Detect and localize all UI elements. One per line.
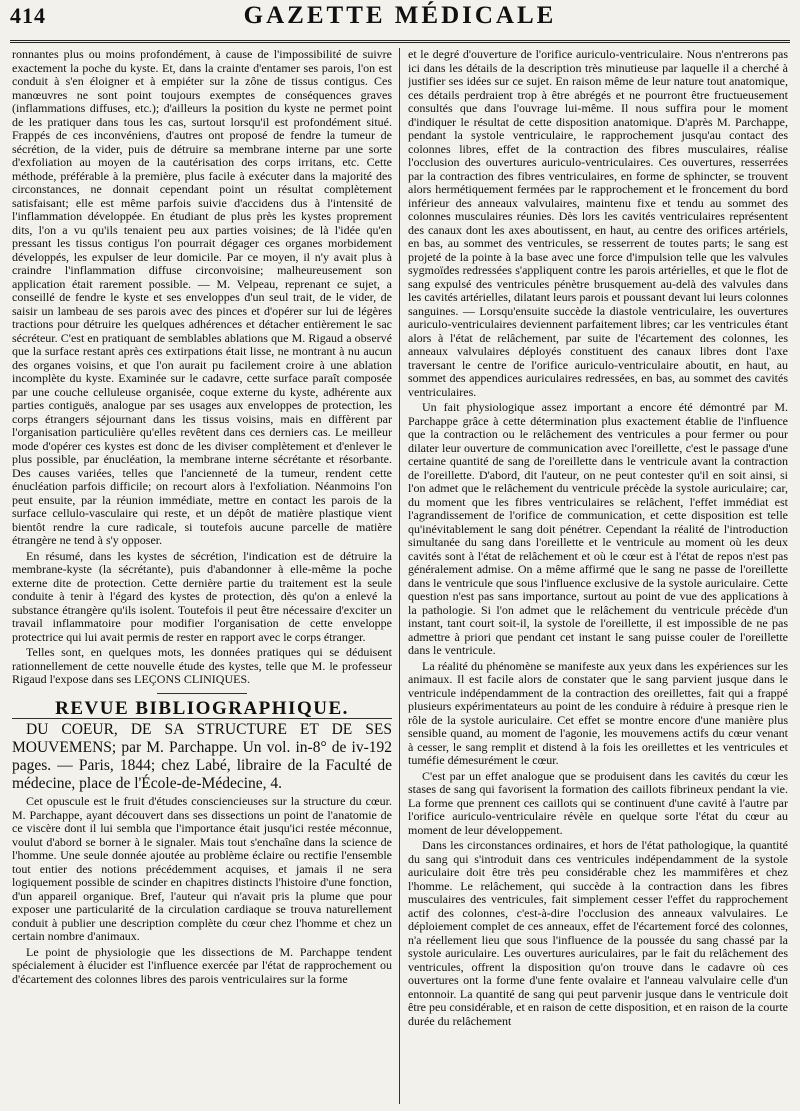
column-divider <box>399 48 400 1104</box>
text-columns <box>12 48 788 1104</box>
journal-title: GAZETTE MÉDICALE <box>243 2 557 29</box>
left-column <box>12 48 392 1104</box>
paragraph: La réalité du phénomène se manifeste aux yeux dans les expériences sur les animaux. Il est facile alors de constater que le sang parvient jusque dans le ventricule indépendamment de la contraction des oreillettes, fait qui a frappé plusieurs expérimentateurs au point de les conduire à réduire à presque rien le rôle de la systole auriculaire. Cet effet se montre encore d'une manière plus sensible quand, au moment de l'agonie, les mouvemens actifs du cœur venant à cesser, le sang remplit et distend à la fois les oreillettes et les ventricules et tuméfie démesurément le cœur. <box>408 658 788 767</box>
paragraph: Telles sont, en quelques mots, les données pratiques qui se déduisent rationnellement de cette nouvelle étude des kystes, telle que M. le professeur Rigaud l'expose dans ses LEÇONS CLINIQUES. <box>12 645 392 686</box>
paragraph: Dans les circonstances ordinaires, et hors de l'état pathologique, la quantité du sang qui s'introduit dans ces ventricules indépendamment de la systole auriculaire doit être très peu considérable chez les mammifères et chez l'homme. Le relâchement, qui succède à la contraction dans les fibres musculaires des ventricules, fait simplement cesser l'effet du rapprochement actif des colonnes, c'est-à-dire l'occlusion des anneaux valvulaires. Le déploiement complet de ces anneaux, effet de l'écartement forcé des colonnes, n'a réellement lieu que sous l'influence de la poussée du sang chassé par la systole auriculaire. Les ouvertures auriculaires, par le fait du relâchement des ventricules, offrent la disposition qu'on trouve dans le cadavre où ces ouvertures ont la forme d'une fente ovalaire et l'anneau valvulaire celle d'un entonnoir. La quantité de sang qui peut parvenir jusque dans le ventricule doit être peu considérable, et en raison de cette disposition, et en raison de la courte durée du relâchement <box>408 838 788 1028</box>
section-divider <box>157 693 247 694</box>
section-title: REVUE BIBLIOGRAPHIQUE. <box>12 702 392 720</box>
right-column <box>408 48 788 1104</box>
paragraph: Cet opuscule est le fruit d'études consciencieuses sur la structure du cœur. M. Parchappe, ayant découvert dans ses dissections un point de l'anatomie de ce viscère dont il lui sembla que l'importance était jusqu'ici restée méconnue, voulut d'abord se borner à le signaler. Mais tout s'enchaîne dans la science de l'homme. Une seule donnée ajoutée au problème éclaire ou rectifie l'ensemble tout entier des notions précédemment acquises, et jamais il ne sera logiquement possible de scinder en chapitres distincts l'histoire d'une fonction, d'un appareil organique. Bref, l'auteur qui n'avait pris la plume que pour exposer une particularité de la circulation cardiaque se trouva naturellement conduit à publier une description complète du cœur chez l'homme et chez un certain nombre d'animaux. <box>12 794 392 943</box>
header-rule <box>10 40 790 43</box>
paragraph: Un fait physiologique assez important a encore été démontré par M. Parchappe grâce à cette détermination plus exactement établie de l'influence que la contraction ou le relâchement des ventricules a pour fermer ou pour dilater leur ouverture de communication avec l'oreillette, c'est le passage d'une certaine quantité de sang de l'oreillette dans le ventricule avant la contraction de l'oreillette. D'abord, dit l'auteur, on ne peut contester qu'il en soit ainsi, si l'on admet que le relâchement du ventricule précède la systole auriculaire; car, du moment que les fibres ventriculaires se relâchent, l'effet immédiat est l'agrandissement de l'orifice de communication, et cette disposition est telle qu'inévitablement le sang doit pénétrer. Cependant la réalité de l'introduction simultanée du sang dans l'oreillette et le ventricule au moment où les deux cavités sont à l'état de relâchement et où le cœur est à l'état de repos n'est pas généralement admise. On a même affirmé que le sang ne passe de l'oreillette dans le ventricule que sous l'influence exclusive de la systole auriculaire. Cette question n'est pas sans importance, surtout au point de vue des applications à la pathologie. Si l'on admet que le relâchement du ventricule précède d'un instant, tant court soit-il, la systole de l'oreillette, il est impossible de ne pas admettre à priori que pendant cet instant le sang puisse couler de l'oreillette dans le ventricule. <box>408 400 788 657</box>
page-number: 414 <box>10 3 46 28</box>
paragraph: et le degré d'ouverture de l'orifice auriculo-ventriculaire. Nous n'entrerons pas ici dans les détails de la description très minutieuse par laquelle il a cherché à justifier ses idées sur ce sujet. En raison même de leur nature tout anatomique, ces détails perdraient trop à être abrégés et ne pourront être fructueusement consultés que dans l'ouvrage lui-même. Il nous suffira pour le moment d'indiquer le résultat de cette disposition anatomique. D'après M. Parchappe, pendant la systole ventriculaire, le rapprochement jusqu'au contact des colonnes libres, effet de la contraction des fibres musculaires, réalise l'occlusion des ouvertures auriculo-ventriculaires. Ces ouvertures, resserrées par la contraction des fibres ventriculaires, en forme de sphincter, se trouvent alors hermétiquement fermées par le rapprochement et le froncement du bord inférieur des anneaux valvulaires, maintenu fixe et tendu au sommet des colonnes musculaires réunies. Dès lors les cavités ventriculaires représentent des canaux dont les axes aboutissent, en haut, au centre des orifices artériels, en bas, au sommet des ventricules, se resserrent de toutes parts; le sang est projeté de la pointe à la base avec une force d'impulsion telle que les valvules sygmoïdes redressées s'appliquent contre les parois artérielles, et que le flot de sang expulsé des ventricules pénètre brusquement au-delà des valvules dans les cavités artérielles, dilatant leurs parois et poussant devant lui leurs colonnes sanguines. — Lorsqu'ensuite succède la diastole ventriculaire, les ouvertures auriculo-ventriculaires deviennent parfaitement libres; car les ventricules étant alors à l'état de relâchement, par suite de l'écartement des colonnes, les anneaux valvulaires déployés constituent des canaux libres dont l'axe traversant le centre de l'orifice auriculo-ventriculaire aboutit, en haut, au sommet des appendices auriculaires redressées, en bas, au sommet des cavités ventriculaires. <box>408 48 788 399</box>
paragraph: C'est par un effet analogue que se produisent dans les cavités du cœur les stases de sang qui favorisent la formation des caillots fibrineux pendant la vie. La forme que prennent ces caillots qui se continuent d'une cavité à l'autre par l'orifice auriculo-ventriculaire révèle en quelque sorte l'état du cœur au moment de leur développement. <box>408 768 788 837</box>
paragraph: En résumé, dans les kystes de sécrétion, l'indication est de détruire la membrane-kyste (la sécrétante), puis d'abandonner à elle-même la poche externe dite de protection. Cette dernière partie du traitement est la seule conduite à tenir à l'égard des kystes de protection, dès qu'on a enlevé la substance étrangère qu'ils isolent. Toutefois il peut être nécessaire d'exciter un travail inflammatoire pour modifier l'organisation de cette enveloppe protectrice qui lui avait permis de rester en rapport avec le corps étranger. <box>12 548 392 644</box>
paragraph: ronnantes plus ou moins profondément, à cause de l'impossibilité de suivre exactement la poche du kyste. Et, dans la crainte d'entamer ses parois, l'on est conduit à s'en éloigner et à empiéter sur la zône de tissus contigus. Ces manœuvres ne sont point toujours exemptes de conséquences graves (inflammations diffuses, etc.); d'ailleurs la position du kyste ne permet point de les pratiquer dans tous les cas, surtout lorsqu'il est profondément situé. Frappés de ces inconvéniens, d'autres ont proposé de fendre la tumeur de sécrétion, de la vider, puis de détruire sa membrane interne par une sorte d'exfoliation au moyen de la cautérisation des corps irritans, etc. Cette méthode, préférable à la première, plus facile à exécuter dans la majorité des circonstances, ne donnait cependant point un résultat complètement satisfaisant; elle est même parfois suivie d'accidens dus à l'intensité de l'inflammation développée. En étudiant de plus près les kystes proprement dits, l'on a vu qu'ils tenaient peu aux parties voisines; de là l'idée qu'en pressant les tissus contigus l'on pourrait dégager ces organes morbidement développés, les expulser de leur domicile. Par ce moyen, il n'y avait plus à craindre l'inflammation diffuse circonvoisine; malheureusement son application était rarement possible. — M. Velpeau, reprenant ce sujet, a conseillé de fendre le kyste et ses enveloppes d'un seul trait, de le vider, de saisir un lambeau de ses parois avec des pinces et d'opérer sur lui de légères tractions pour détruire les quelques adhérences et détacher entièrement le sac sécréteur. C'est en pratiquant de semblables ablations que M. Rigaud a observé que la surface restant après ces extirpations était lisse, ne montrant à nu aucun des organes voisins, et que l'on aurait pu facilement croire à une ablation incomplète du kyste. Examinée sur le cadavre, cette surface paraît composée par une couche celluleuse organisée, coque externe du kyste, adhérente aux parties contiguës, analogue par ses usages aux enveloppes de protection, les corps étrangers séjournant dans les tissus voisins, mais en diffèrent par l'organisation particulière qu'elles revêtent dans ces derniers cas. Le meilleur mode d'opérer ces kystes est donc de les diviser complètement et d'enlever le plus possible, par énucléation, la membrane interne sécrétante et résorbante. Des causes variées, telles que l'ancienneté de la tumeur, rendent cette énucléation parfois difficile; on recourt alors à l'exfoliation. Néanmoins l'on peut ensuite, par la réunion immédiate, mettre en contact les parois de la surface cellulo-vasculaire qui reste, et un dépôt de matière plastique vient bientôt rendre la cure radicale, si toutefois aucune parcelle de matière étrangère ne tend à s'y opposer. <box>12 48 392 547</box>
paragraph: Le point de physiologie que les dissections de M. Parchappe tendent spécialement à élucider est l'influence exercée par l'état de rapprochement ou d'écartement des colonnes libres des parois ventriculaires sur la forme <box>12 944 392 986</box>
book-reference: DU COEUR, DE SA STRUCTURE ET DE SES MOUVEMENS; par M. Parchappe. Un vol. in-8° de iv-192 pages. — Paris, 1844; chez Labé, libraire de la Faculté de médecine, place de l'École-de-Médecine, 4. <box>12 721 392 792</box>
page-header <box>0 0 800 42</box>
